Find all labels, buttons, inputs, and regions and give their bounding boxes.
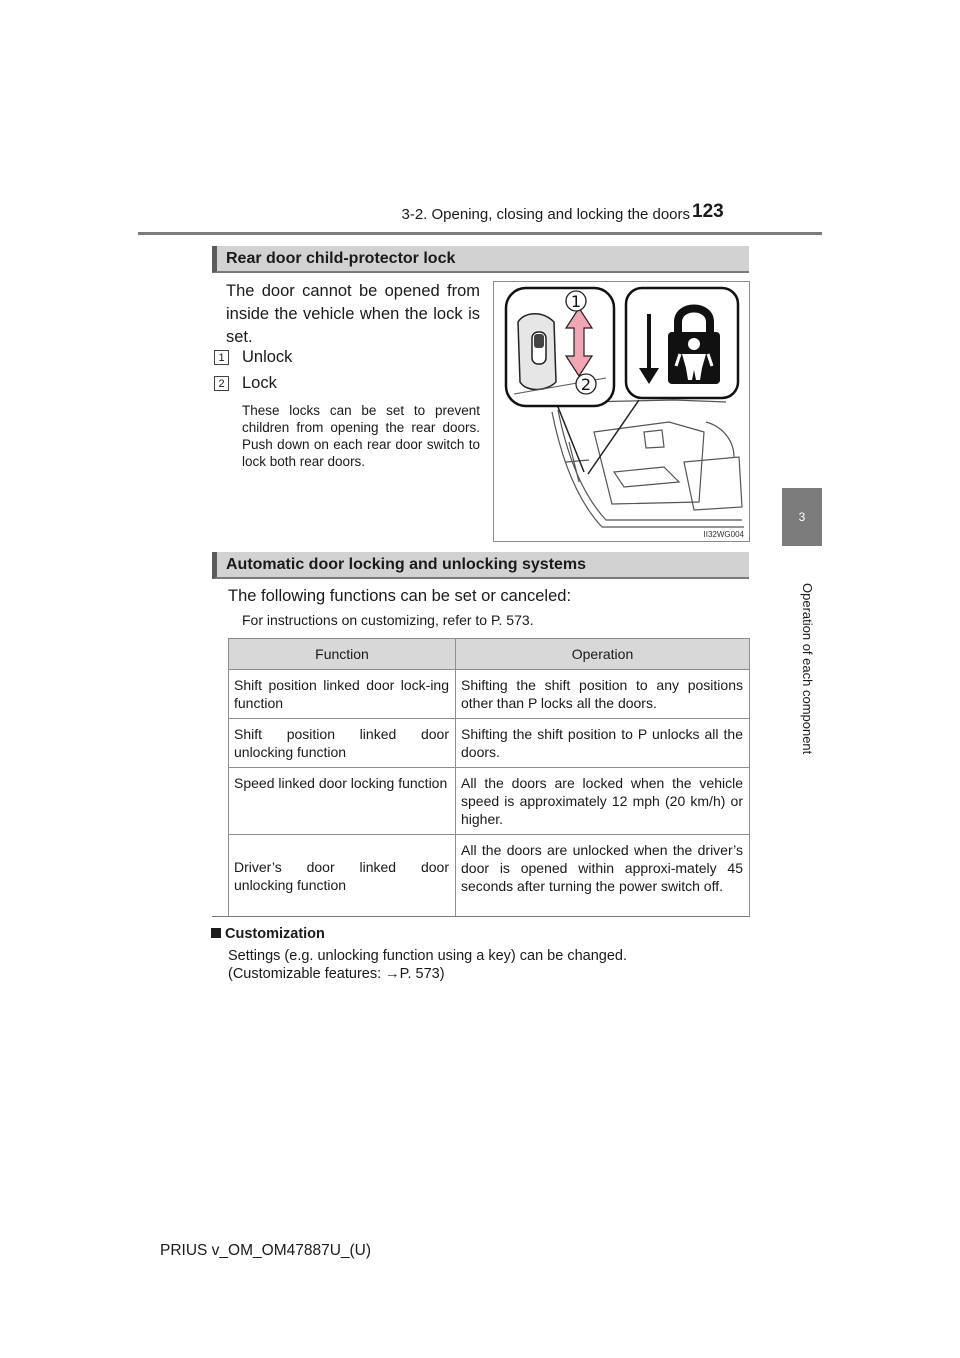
page-number: 123 xyxy=(692,201,724,222)
child-lock-intro: The door cannot be opened from inside the vehicle when the lock is set. xyxy=(226,282,480,346)
item-number-badge: 2 xyxy=(214,376,229,391)
item-label-unlock: Unlock xyxy=(242,348,293,366)
child-head xyxy=(688,338,700,350)
section-heading-text: Automatic door locking and unlocking systems xyxy=(226,556,587,573)
customization-text xyxy=(228,947,748,983)
item-label-lock: Lock xyxy=(242,374,277,392)
door-illustration-svg xyxy=(494,282,749,541)
child-lock-note: These locks can be set to prevent children from opening the rear doors. Push down on each rear door switch to lock both rear doors. xyxy=(242,403,480,469)
child-lock-illustration xyxy=(493,281,750,542)
section-divider xyxy=(212,916,750,917)
table-cell-operation: Shifting the shift position to any positions other than P locks all the doors. xyxy=(456,670,750,719)
header-rule xyxy=(138,232,822,235)
section-heading-child-lock xyxy=(212,246,749,273)
table-cell-function: Shift position linked door unlocking function xyxy=(229,719,456,768)
function-table xyxy=(228,638,750,917)
chapter-tab: 3 xyxy=(782,488,822,546)
switch-knob xyxy=(534,334,544,348)
table-cell-operation: All the doors are locked when the vehicle speed is approximately 12 mph (20 km/h) or higher. xyxy=(456,768,750,835)
table-row xyxy=(229,768,750,835)
callout-label: 1 xyxy=(570,292,582,311)
table-cell-operation: All the doors are unlocked when the driver’s door is opened within approxi-mately 45 seconds after turning the power switch off. xyxy=(456,835,750,917)
footer-document-code: PRIUS v_OM_OM47887U_(U) xyxy=(160,1242,372,1259)
table-row xyxy=(229,670,750,719)
table-cell-operation: Shifting the shift position to P unlocks all the doors. xyxy=(456,719,750,768)
table-cell-function: Shift position linked door lock-ing function xyxy=(229,670,456,719)
table-row xyxy=(229,835,750,917)
customization-line-2: (Customizable features: →P. 573) xyxy=(228,966,445,982)
table-header-row xyxy=(229,639,750,670)
table-cell-function: Speed linked door locking function xyxy=(229,768,456,835)
figure-code: II32WG004 xyxy=(703,530,744,539)
callout-label: 2 xyxy=(580,375,592,394)
customization-title: Customization xyxy=(225,926,325,942)
auto-lock-intro: The following functions can be set or canceled: xyxy=(228,587,572,605)
square-bullet-icon xyxy=(211,928,221,938)
header-section-title: 3-2. Opening, closing and locking the doors xyxy=(401,206,690,223)
customization-line-1: Settings (e.g. unlocking function using a key) can be changed. xyxy=(228,948,628,964)
table-header-cell: Function xyxy=(229,639,456,670)
table-header-cell: Operation xyxy=(456,639,750,670)
auto-lock-note: For instructions on customizing, refer to P. 573. xyxy=(242,612,534,628)
customization-heading xyxy=(211,926,325,942)
table-cell-function: Driver’s door linked door unlocking function xyxy=(229,835,456,917)
section-heading-text: Rear door child-protector lock xyxy=(226,250,456,267)
item-number-badge: 1 xyxy=(214,350,229,365)
section-heading-auto-lock xyxy=(212,552,749,579)
table-row xyxy=(229,719,750,768)
chapter-title: Operation of each component xyxy=(800,583,815,755)
